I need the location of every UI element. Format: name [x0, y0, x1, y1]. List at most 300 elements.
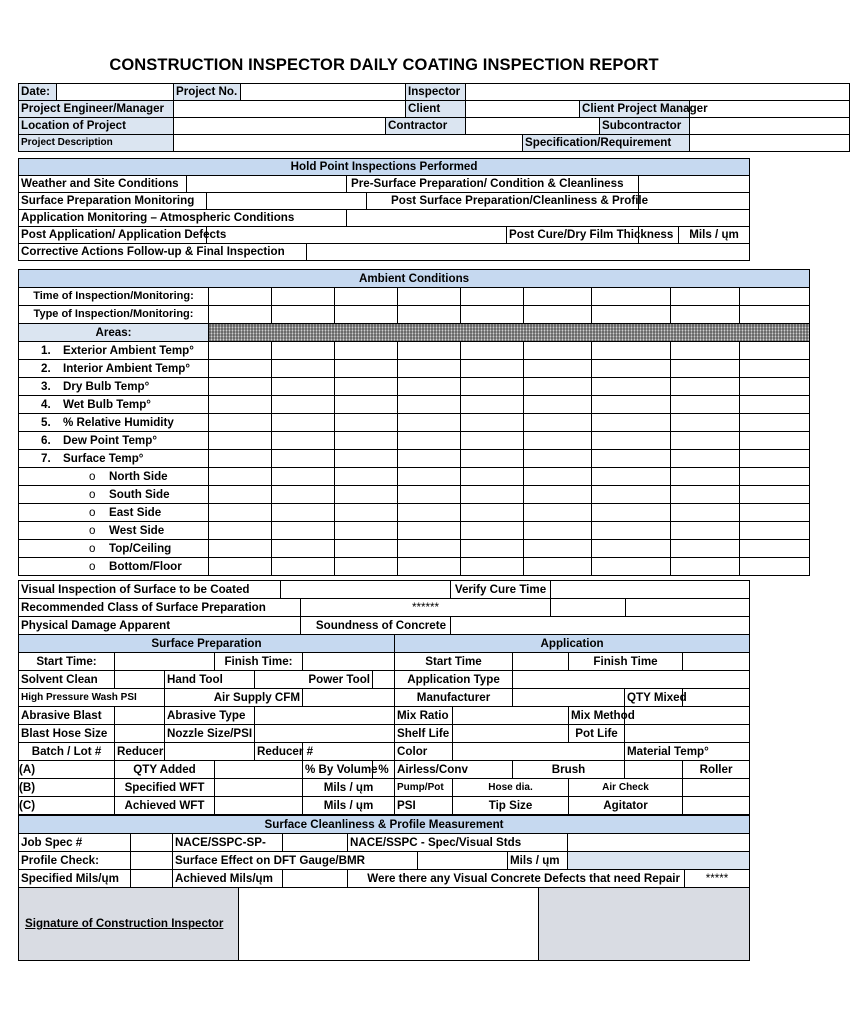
- ambient-reading-cell[interactable]: [524, 468, 592, 486]
- recommended-class-field[interactable]: [551, 599, 626, 617]
- sp-start-time-field[interactable]: [115, 653, 215, 671]
- specified-wft-label: Specified WFT: [115, 779, 215, 797]
- power-tool-field[interactable]: [373, 671, 395, 689]
- reducer-no-field[interactable]: [303, 743, 395, 761]
- ambient-reading-cell[interactable]: [740, 468, 810, 486]
- ambient-reading-cell[interactable]: [671, 450, 740, 468]
- hose-dia-label: Hose dia.: [453, 779, 569, 797]
- type-of-inspection-label: Type of Inspection/Monitoring:: [19, 306, 209, 324]
- tip-size-label: Tip Size: [453, 797, 569, 815]
- date-field[interactable]: [57, 84, 174, 101]
- ambient-reading-cell[interactable]: [335, 486, 398, 504]
- recommended-class-stars: ******: [301, 599, 551, 617]
- agitator-label: Agitator: [569, 797, 683, 815]
- ambient-side-label: Bottom/Floor: [109, 560, 182, 573]
- ambient-side-label: Top/Ceiling: [109, 542, 172, 555]
- ambient-reading-cell[interactable]: [461, 558, 524, 576]
- solvent-clean-field[interactable]: [115, 671, 165, 689]
- ambient-reading-cell[interactable]: [398, 540, 461, 558]
- batch-lot-label: Batch / Lot #: [19, 743, 115, 761]
- power-tool-label: Power Tool: [255, 671, 373, 689]
- ambient-reading-cell[interactable]: [398, 522, 461, 540]
- ambient-reading-cell[interactable]: [461, 468, 524, 486]
- abrasive-blast-field[interactable]: [115, 707, 165, 725]
- ambient-reading-cell[interactable]: [209, 414, 272, 432]
- brush-field[interactable]: [625, 761, 683, 779]
- hp-wash-label: High Pressure Wash PSI: [19, 689, 165, 707]
- subcontractor-field[interactable]: [690, 118, 850, 135]
- ambient-reading-cell[interactable]: [592, 360, 671, 378]
- post-application-field[interactable]: [207, 227, 507, 244]
- ambient-reading-cell[interactable]: [335, 396, 398, 414]
- surface-effect-shaded: [568, 852, 750, 870]
- hold-points-title: Hold Point Inspections Performed: [19, 159, 750, 176]
- ambient-reading-cell[interactable]: [335, 378, 398, 396]
- mix-method-field[interactable]: [625, 707, 750, 725]
- physical-damage-label: Physical Damage Apparent: [19, 617, 301, 635]
- ambient-reading-cell[interactable]: [592, 450, 671, 468]
- ambient-reading-cell[interactable]: [592, 432, 671, 450]
- abrasive-type-label: Abrasive Type: [165, 707, 255, 725]
- project-engineer-label: Project Engineer/Manager: [19, 101, 174, 118]
- ambient-reading-cell[interactable]: [335, 450, 398, 468]
- ambient-reading-cell[interactable]: [740, 522, 810, 540]
- soundness-field[interactable]: [451, 617, 750, 635]
- pump-pot-label: Pump/Pot: [395, 779, 453, 797]
- type-cell[interactable]: [209, 306, 272, 324]
- contractor-field[interactable]: [466, 118, 600, 135]
- ambient-item-number: 1.: [41, 344, 51, 357]
- achieved-wft-mils-label: Mils / ųm: [303, 797, 395, 815]
- ambient-reading-cell[interactable]: [335, 558, 398, 576]
- ambient-item-label: Dry Bulb Temp°: [63, 380, 150, 393]
- ambient-reading-cell[interactable]: [740, 396, 810, 414]
- ambient-side-label: North Side: [109, 470, 168, 483]
- ambient-item-label: Wet Bulb Temp°: [63, 398, 151, 411]
- nace-sp-label: NACE/SSPC-SP-: [173, 834, 283, 852]
- time-cell[interactable]: [461, 288, 524, 306]
- project-no-field[interactable]: [241, 84, 406, 101]
- client-label: Client: [406, 101, 466, 118]
- blast-hose-label: Blast Hose Size: [19, 725, 115, 743]
- ambient-item-label: Dew Point Temp°: [63, 434, 157, 447]
- bullet-icon: o: [89, 470, 96, 483]
- ambient-reading-cell[interactable]: [461, 504, 524, 522]
- app-finish-time-label: Finish Time: [569, 653, 683, 671]
- ambient-item-label: Interior Ambient Temp°: [63, 362, 191, 375]
- time-cell[interactable]: [524, 288, 592, 306]
- visual-inspection-label: Visual Inspection of Surface to be Coated: [19, 581, 281, 599]
- time-cell[interactable]: [592, 288, 671, 306]
- ambient-reading-cell[interactable]: [398, 486, 461, 504]
- concrete-defects-label: Were there any Visual Concrete Defects that need Repair: [348, 870, 685, 888]
- ambient-reading-cell[interactable]: [209, 504, 272, 522]
- post-cure-label: Post Cure/Dry Film Thickness: [507, 227, 639, 244]
- ambient-reading-cell[interactable]: [461, 486, 524, 504]
- solvent-clean-label: Solvent Clean: [19, 671, 115, 689]
- recommended-class-extra[interactable]: [626, 599, 750, 617]
- ambient-item-number: 4.: [41, 398, 51, 411]
- ambient-reading-cell[interactable]: [524, 540, 592, 558]
- air-supply-label: Air Supply CFM: [165, 689, 303, 707]
- ambient-reading-cell[interactable]: [209, 396, 272, 414]
- ambient-reading-cell[interactable]: [461, 522, 524, 540]
- ambient-side-label: East Side: [109, 506, 162, 519]
- ambient-side: [19, 540, 209, 558]
- ambient-reading-cell[interactable]: [398, 360, 461, 378]
- client-field[interactable]: [466, 101, 580, 118]
- time-cell[interactable]: [398, 288, 461, 306]
- ambient-reading-cell[interactable]: [398, 450, 461, 468]
- visual-inspection-field[interactable]: [281, 581, 451, 599]
- time-cell[interactable]: [209, 288, 272, 306]
- ambient-reading-cell[interactable]: [398, 468, 461, 486]
- ambient-reading-cell[interactable]: [335, 468, 398, 486]
- project-description-label: Project Description: [19, 135, 174, 152]
- ambient-reading-cell[interactable]: [740, 540, 810, 558]
- signature-shaded-box: [539, 888, 750, 961]
- nace-visual-field[interactable]: [568, 834, 750, 852]
- inspector-field[interactable]: [466, 84, 850, 101]
- ambient-reading-cell[interactable]: [592, 396, 671, 414]
- ambient-side-label: West Side: [109, 524, 165, 537]
- ambient-item-number: 7.: [41, 452, 51, 465]
- application-type-label: Application Type: [395, 671, 513, 689]
- reducer-field[interactable]: [165, 743, 255, 761]
- ambient-item: [19, 378, 209, 396]
- ambient-item-number: 6.: [41, 434, 51, 447]
- ambient-reading-cell[interactable]: [461, 378, 524, 396]
- type-cell[interactable]: [671, 306, 740, 324]
- ambient-reading-cell[interactable]: [524, 504, 592, 522]
- verify-cure-field[interactable]: [551, 581, 750, 599]
- ambient-reading-cell[interactable]: [272, 540, 335, 558]
- psi-label: PSI: [395, 797, 453, 815]
- surface-prep-monitoring-field[interactable]: [207, 193, 367, 210]
- ambient-reading-cell[interactable]: [671, 342, 740, 360]
- subcontractor-label: Subcontractor: [600, 118, 690, 135]
- reducer-label: Reducer: [115, 743, 165, 761]
- ambient-reading-cell[interactable]: [209, 540, 272, 558]
- type-cell[interactable]: [592, 306, 671, 324]
- signature-field[interactable]: [239, 888, 539, 961]
- ambient-reading-cell[interactable]: [398, 414, 461, 432]
- ambient-reading-cell[interactable]: [209, 468, 272, 486]
- ambient-reading-cell[interactable]: [671, 558, 740, 576]
- nace-sp-field[interactable]: [283, 834, 348, 852]
- specified-mils-field[interactable]: [131, 870, 173, 888]
- signature-table: [18, 887, 750, 961]
- app-start-time-label: Start Time: [395, 653, 513, 671]
- app-start-time-field[interactable]: [513, 653, 569, 671]
- ambient-reading-cell[interactable]: [461, 360, 524, 378]
- ambient-side: [19, 468, 209, 486]
- location-label: Location of Project: [19, 118, 174, 135]
- ambient-reading-cell[interactable]: [592, 378, 671, 396]
- project-engineer-field[interactable]: [174, 101, 406, 118]
- project-description-field[interactable]: [174, 135, 523, 152]
- ambient-reading-cell[interactable]: [524, 342, 592, 360]
- application-monitoring-field[interactable]: [347, 210, 750, 227]
- ambient-reading-cell[interactable]: [740, 414, 810, 432]
- post-surface-field[interactable]: [639, 193, 750, 210]
- project-no-label: Project No.: [174, 84, 241, 101]
- pot-life-label: Pot Life: [569, 725, 625, 743]
- time-cell[interactable]: [335, 288, 398, 306]
- ambient-reading-cell[interactable]: [671, 504, 740, 522]
- ambient-reading-cell[interactable]: [272, 450, 335, 468]
- type-cell[interactable]: [398, 306, 461, 324]
- ambient-reading-cell[interactable]: [740, 450, 810, 468]
- ambient-reading-cell[interactable]: [272, 396, 335, 414]
- ambient-reading-cell[interactable]: [272, 432, 335, 450]
- color-field[interactable]: [453, 743, 625, 761]
- client-pm-label: Client Project Manager: [580, 101, 690, 118]
- ambient-reading-cell[interactable]: [335, 414, 398, 432]
- pot-life-field[interactable]: [625, 725, 750, 743]
- roller-label: Roller: [683, 761, 750, 779]
- type-cell[interactable]: [335, 306, 398, 324]
- cleanliness-table: [18, 815, 750, 888]
- material-temp-label: Material Temp°: [625, 743, 750, 761]
- ambient-reading-cell[interactable]: [671, 522, 740, 540]
- ambient-reading-cell[interactable]: [524, 522, 592, 540]
- corrective-field[interactable]: [307, 244, 750, 261]
- sp-start-time-label: Start Time:: [19, 653, 115, 671]
- ambient-reading-cell[interactable]: [671, 540, 740, 558]
- ambient-reading-cell[interactable]: [524, 450, 592, 468]
- manufacturer-field[interactable]: [513, 689, 625, 707]
- qty-mixed-field[interactable]: [683, 689, 750, 707]
- ambient-reading-cell[interactable]: [524, 414, 592, 432]
- type-cell[interactable]: [272, 306, 335, 324]
- specification-label: Specification/Requirement: [523, 135, 690, 152]
- qty-added-label: QTY Added: [115, 761, 215, 779]
- surface-effect-mils-label: Mils / ųm: [508, 852, 568, 870]
- ambient-reading-cell[interactable]: [740, 558, 810, 576]
- ambient-reading-cell[interactable]: [461, 414, 524, 432]
- ambient-reading-cell[interactable]: [740, 504, 810, 522]
- mix-ratio-label: Mix Ratio: [395, 707, 453, 725]
- achieved-mils-label: Achieved Mils/ųm: [173, 870, 283, 888]
- signature-label: Signature of Construction Inspector: [19, 888, 239, 961]
- ambient-reading-cell[interactable]: [272, 414, 335, 432]
- visual-table: [18, 580, 750, 635]
- time-of-inspection-label: Time of Inspection/Monitoring:: [19, 288, 209, 306]
- pre-surface-field[interactable]: [639, 176, 750, 193]
- ambient-reading-cell[interactable]: [335, 360, 398, 378]
- nace-visual-label: NACE/SSPC - Spec/Visual Stds: [348, 834, 568, 852]
- sp-finish-time-label: Finish Time:: [215, 653, 303, 671]
- ambient-reading-cell[interactable]: [209, 378, 272, 396]
- post-application-label: Post Application/ Application Defects: [19, 227, 207, 244]
- ambient-item: [19, 396, 209, 414]
- corrective-label: Corrective Actions Follow-up & Final Inspection: [19, 244, 307, 261]
- mix-ratio-field[interactable]: [453, 707, 569, 725]
- ambient-reading-cell[interactable]: [461, 450, 524, 468]
- ambient-reading-cell[interactable]: [272, 486, 335, 504]
- ambient-reading-cell[interactable]: [209, 450, 272, 468]
- time-cell[interactable]: [740, 288, 810, 306]
- ambient-reading-cell[interactable]: [671, 396, 740, 414]
- cleanliness-title: Surface Cleanliness & Profile Measurement: [19, 816, 750, 834]
- weather-field[interactable]: [187, 176, 347, 193]
- profile-check-label: Profile Check:: [19, 852, 131, 870]
- ambient-reading-cell[interactable]: [671, 432, 740, 450]
- type-cell[interactable]: [461, 306, 524, 324]
- ambient-reading-cell[interactable]: [209, 360, 272, 378]
- ambient-reading-cell[interactable]: [671, 378, 740, 396]
- pct-label: %: [373, 761, 395, 779]
- job-spec-field[interactable]: [131, 834, 173, 852]
- concrete-defects-stars: *****: [685, 870, 750, 888]
- row-a-cell: [19, 761, 115, 779]
- ambient-reading-cell[interactable]: [335, 342, 398, 360]
- weather-label: Weather and Site Conditions: [19, 176, 187, 193]
- mix-method-label: Mix Method: [569, 707, 625, 725]
- agitator-field[interactable]: [683, 797, 750, 815]
- pct-volume-label: % By Volume: [303, 761, 373, 779]
- header-table: [18, 83, 850, 152]
- ambient-reading-cell[interactable]: [209, 522, 272, 540]
- type-cell[interactable]: [740, 306, 810, 324]
- surface-prep-monitoring-label: Surface Preparation Monitoring: [19, 193, 207, 210]
- ambient-reading-cell[interactable]: [272, 468, 335, 486]
- ambient-reading-cell[interactable]: [272, 558, 335, 576]
- hand-tool-label: Hand Tool: [165, 671, 255, 689]
- client-pm-field[interactable]: [690, 101, 850, 118]
- ambient-reading-cell[interactable]: [740, 342, 810, 360]
- profile-check-field[interactable]: [131, 852, 173, 870]
- ambient-reading-cell[interactable]: [524, 360, 592, 378]
- specification-field[interactable]: [690, 135, 850, 152]
- ambient-reading-cell[interactable]: [592, 504, 671, 522]
- job-spec-label: Job Spec #: [19, 834, 131, 852]
- ambient-reading-cell[interactable]: [461, 540, 524, 558]
- ambient-reading-cell[interactable]: [398, 378, 461, 396]
- abrasive-type-field[interactable]: [255, 707, 395, 725]
- ambient-reading-cell[interactable]: [671, 414, 740, 432]
- app-finish-time-field[interactable]: [683, 653, 750, 671]
- ambient-reading-cell[interactable]: [272, 522, 335, 540]
- blast-hose-field[interactable]: [115, 725, 165, 743]
- ambient-reading-cell[interactable]: [398, 342, 461, 360]
- ambient-reading-cell[interactable]: [671, 360, 740, 378]
- ambient-reading-cell[interactable]: [524, 558, 592, 576]
- inspector-label: Inspector: [406, 84, 466, 101]
- ambient-reading-cell[interactable]: [524, 378, 592, 396]
- time-cell[interactable]: [272, 288, 335, 306]
- surface-effect-field[interactable]: [418, 852, 508, 870]
- row-c-label: (C): [19, 799, 36, 812]
- ambient-reading-cell[interactable]: [592, 558, 671, 576]
- achieved-mils-field[interactable]: [283, 870, 348, 888]
- ambient-reading-cell[interactable]: [592, 486, 671, 504]
- application-title: Application: [395, 635, 750, 653]
- ambient-reading-cell[interactable]: [272, 378, 335, 396]
- ambient-reading-cell[interactable]: [592, 342, 671, 360]
- air-check-field[interactable]: [683, 779, 750, 797]
- application-type-field[interactable]: [513, 671, 750, 689]
- report-title: CONSTRUCTION INSPECTOR DAILY COATING INSPECTION REPORT: [109, 56, 659, 74]
- ambient-reading-cell[interactable]: [592, 468, 671, 486]
- air-supply-field[interactable]: [303, 689, 395, 707]
- ambient-table: [18, 269, 810, 576]
- contractor-label: Contractor: [386, 118, 466, 135]
- specified-mils-label: Specified Mils/ųm: [19, 870, 131, 888]
- shelf-life-field[interactable]: [453, 725, 569, 743]
- ambient-item-label: Exterior Ambient Temp°: [63, 344, 194, 357]
- ambient-reading-cell[interactable]: [461, 396, 524, 414]
- color-label: Color: [395, 743, 453, 761]
- post-surface-label: Post Surface Preparation/Cleanliness & Profile: [367, 193, 639, 210]
- ambient-reading-cell[interactable]: [335, 504, 398, 522]
- type-cell[interactable]: [524, 306, 592, 324]
- ambient-reading-cell[interactable]: [592, 540, 671, 558]
- ambient-reading-cell[interactable]: [461, 432, 524, 450]
- ambient-reading-cell[interactable]: [740, 378, 810, 396]
- areas-label: Areas:: [19, 324, 209, 342]
- ambient-reading-cell[interactable]: [272, 342, 335, 360]
- ambient-reading-cell[interactable]: [740, 432, 810, 450]
- ambient-title: Ambient Conditions: [19, 270, 810, 288]
- ambient-reading-cell[interactable]: [209, 432, 272, 450]
- ambient-side: [19, 558, 209, 576]
- ambient-reading-cell[interactable]: [592, 414, 671, 432]
- time-cell[interactable]: [671, 288, 740, 306]
- surface-effect-label: Surface Effect on DFT Gauge/BMR: [173, 852, 418, 870]
- ambient-reading-cell[interactable]: [398, 504, 461, 522]
- abrasive-blast-label: Abrasive Blast: [19, 707, 115, 725]
- row-b-cell: [19, 779, 115, 797]
- ambient-reading-cell[interactable]: [740, 360, 810, 378]
- ambient-side: [19, 522, 209, 540]
- ambient-reading-cell[interactable]: [209, 342, 272, 360]
- ambient-reading-cell[interactable]: [398, 558, 461, 576]
- ambient-reading-cell[interactable]: [524, 486, 592, 504]
- row-c-cell: [19, 797, 115, 815]
- bullet-icon: o: [89, 506, 96, 519]
- ambient-reading-cell[interactable]: [398, 396, 461, 414]
- ambient-reading-cell[interactable]: [209, 486, 272, 504]
- ambient-reading-cell[interactable]: [524, 396, 592, 414]
- ambient-reading-cell[interactable]: [272, 504, 335, 522]
- achieved-wft-field[interactable]: [215, 797, 303, 815]
- sp-finish-time-field[interactable]: [303, 653, 395, 671]
- ambient-reading-cell[interactable]: [524, 432, 592, 450]
- specified-wft-field[interactable]: [215, 779, 303, 797]
- ambient-reading-cell[interactable]: [335, 540, 398, 558]
- surface-prep-title: Surface Preparation: [19, 635, 395, 653]
- ambient-reading-cell[interactable]: [335, 432, 398, 450]
- nozzle-field[interactable]: [255, 725, 395, 743]
- ambient-reading-cell[interactable]: [272, 360, 335, 378]
- qty-mixed-label: QTY Mixed: [625, 689, 683, 707]
- qty-added-field[interactable]: [215, 761, 303, 779]
- ambient-reading-cell[interactable]: [592, 522, 671, 540]
- manufacturer-label: Manufacturer: [395, 689, 513, 707]
- ambient-reading-cell[interactable]: [671, 468, 740, 486]
- achieved-wft-label: Achieved WFT: [115, 797, 215, 815]
- location-field[interactable]: [174, 118, 386, 135]
- recommended-class-label: Recommended Class of Surface Preparation: [19, 599, 301, 617]
- ambient-reading-cell[interactable]: [671, 486, 740, 504]
- ambient-reading-cell[interactable]: [740, 486, 810, 504]
- ambient-reading-cell[interactable]: [461, 342, 524, 360]
- ambient-reading-cell[interactable]: [398, 432, 461, 450]
- ambient-reading-cell[interactable]: [335, 522, 398, 540]
- ambient-reading-cell[interactable]: [209, 558, 272, 576]
